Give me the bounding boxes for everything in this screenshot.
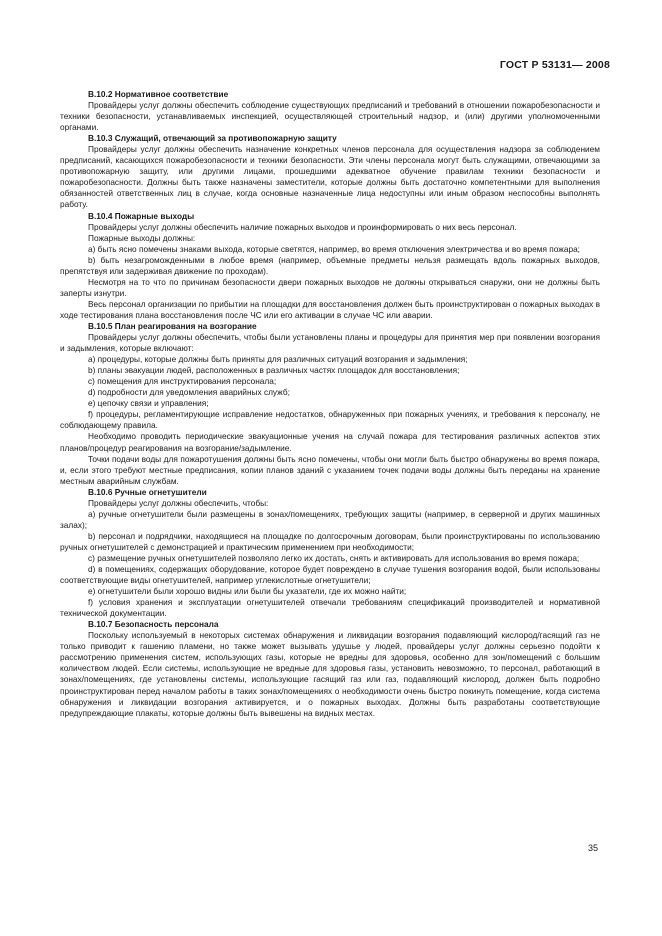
body-paragraph: d) подробности для уведомления аварийных служб;	[88, 387, 290, 398]
body-paragraph: Провайдеры услуг должны обеспечить соблюдение существующих предписаний и требований в отношении пожаробезопасности и техники безопасности, устанавливаемых инспекцией, осуществляющей строительный надзор, и (или) другими уполномоченными органами.	[60, 100, 600, 133]
body-paragraph: Весь персонал организации по прибытии на площадки для восстановления должен быть проинструктирован о пожарных выходах в ходе тестирования плана восстановления после ЧС или его активации в случае ЧС или аварии.	[60, 298, 600, 320]
section-heading: В.10.6 Ручные огнетушители	[88, 486, 207, 497]
body-paragraph: Провайдеры услуг должны обеспечить, чтобы были установлены планы и процедуры для принятия мер при появлении возгорания и задымления, которые включают:	[60, 332, 600, 354]
body-paragraph: d) в помещениях, содержащих оборудование, которое будет повреждено в случае тушения возгорания водой, были использованы соответствующие виды огнетушителей, например углекислотные огнетушители;	[60, 564, 600, 586]
body-paragraph: a) быть ясно помечены знаками выхода, которые светятся, например, во время отключения электричества и во время пожара;	[88, 243, 580, 254]
body-paragraph: e) цепочку связи и управления;	[88, 398, 209, 409]
section-heading: В.10.4 Пожарные выходы	[88, 210, 195, 221]
body-paragraph: b) персонал и подрядчики, находящиеся на площадке по долгосрочным договорам, были проинструктированы по использованию ручных огнетушителей с демонстрацией и практическим применением при необходимости;	[60, 530, 600, 552]
body-paragraph: Провайдеры услуг должны обеспечить назначение конкретных членов персонала для осуществления надзора за соблюдением предписаний, касающихся пожаробезопасности и техники безопасности. Эти члены персонала могут быть служащими, отвечающими за противопожарную защиту, или другими лицами, прошедшими адекватное обучение правилам техники безопасности и пожаробезопасности. Должны быть также назначены заместители, которые должны быть достаточно компетентными для выполнения обязанностей ответственных лиц в случае, когда основные назначенные лица недоступны или иным образом неспособны выполнять работу.	[60, 144, 600, 210]
section-heading: В.10.3 Служащий, отвечающий за противопожарную защиту	[88, 133, 337, 144]
page-number: 35	[587, 843, 598, 853]
section-heading: В.10.7 Безопасность персонала	[88, 619, 219, 630]
body-paragraph: Пожарные выходы должны:	[88, 232, 196, 243]
body-paragraph: Несмотря на то что по причинам безопасности двери пожарных выходов не должны открываться снаружи, они не должны быть заперты изнутри.	[60, 276, 600, 298]
body-paragraph: c) помещения для инструктирования персонала;	[88, 376, 277, 387]
body-paragraph: Поскольку используемый в некоторых системах обнаружения и ликвидации возгорания подавляющий кислород/гасящий газ не только приводит к гашению пламени, но также может вызывать удушье у людей, провайдеры услуг должны серьезно подойти к рассмотрению применения систем, использующих газы, которые не вредны для здоровья, особенно для зон/помещений с большим количеством людей. Если системы, использующие не вредные для здоровья газы, установить невозможно, то персонал, работающий в зонах/помещениях, где установлены системы, использующие гасящий газ или газ, подавляющий кислород, должен быть подробно проинструктирован перед началом работы в таких зонах/помещениях о необходимости очень быстро покинуть помещение, когда система обнаружения и ликвидации возгорания активируется, и о пожарных выходах. Должны быть разработаны соответствующие предупреждающие плакаты, которые должны быть вывешены на видных местах.	[60, 630, 600, 718]
body-paragraph: Провайдеры услуг должны обеспечить, чтобы:	[88, 497, 269, 508]
document-code: ГОСТ Р 53131— 2008	[499, 59, 610, 71]
body-paragraph: a) процедуры, которые должны быть приняты для различных ситуаций возгорания и задымления;	[88, 354, 468, 365]
body-paragraph: Необходимо проводить периодические эвакуационные учения на случай пожара для тестирования различных аспектов этих планов/процедур реагирования на возгорание/задымление.	[60, 431, 600, 453]
body-paragraph: Точки подачи воды для пожаротушения должны быть ясно помечены, чтобы они могли быть быстро обнаружены во время пожара, и, если этого требуют местные предписания, копии планов зданий с указанием точек подачи воды должны быть переданы на хранение местным аварийным службам.	[60, 453, 600, 486]
body-paragraph: a) ручные огнетушители были размещены в зонах/помещениях, требующих защиты (например, в серверной и других машинных залах);	[60, 508, 600, 530]
body-paragraph: b) планы эвакуации людей, расположенных в различных частях площадок для восстановления;	[88, 365, 460, 376]
body-paragraph: f) процедуры, регламентирующие исправление недостатков, обнаруженных при пожарных учениях, и требования к персоналу, не соблюдающему правила.	[60, 409, 600, 431]
document-body	[60, 89, 600, 719]
body-paragraph: Провайдеры услуг должны обеспечить наличие пожарных выходов и проинформировать о них весь персонал.	[88, 221, 517, 232]
body-paragraph: b) быть незагроможденными в любое время (например, объемные предметы нельзя размещать вдоль пожарных выходов, препятствуя или задерживая движение по проходам).	[60, 254, 600, 276]
body-paragraph: e) огнетушители были хорошо видны или были бы указатели, где их можно найти;	[88, 586, 407, 597]
body-paragraph: c) размещение ручных огнетушителей позволяло легко их достать, снять и активировать для использования во время пожара;	[88, 552, 580, 563]
section-heading: В.10.2 Нормативное соответствие	[88, 89, 229, 99]
body-paragraph: f) условия хранения и эксплуатации огнетушителей отвечали требованиям спецификаций производителей и нормативной технической документации.	[60, 597, 600, 619]
section-heading: В.10.5 План реагирования на возгорание	[88, 320, 257, 331]
